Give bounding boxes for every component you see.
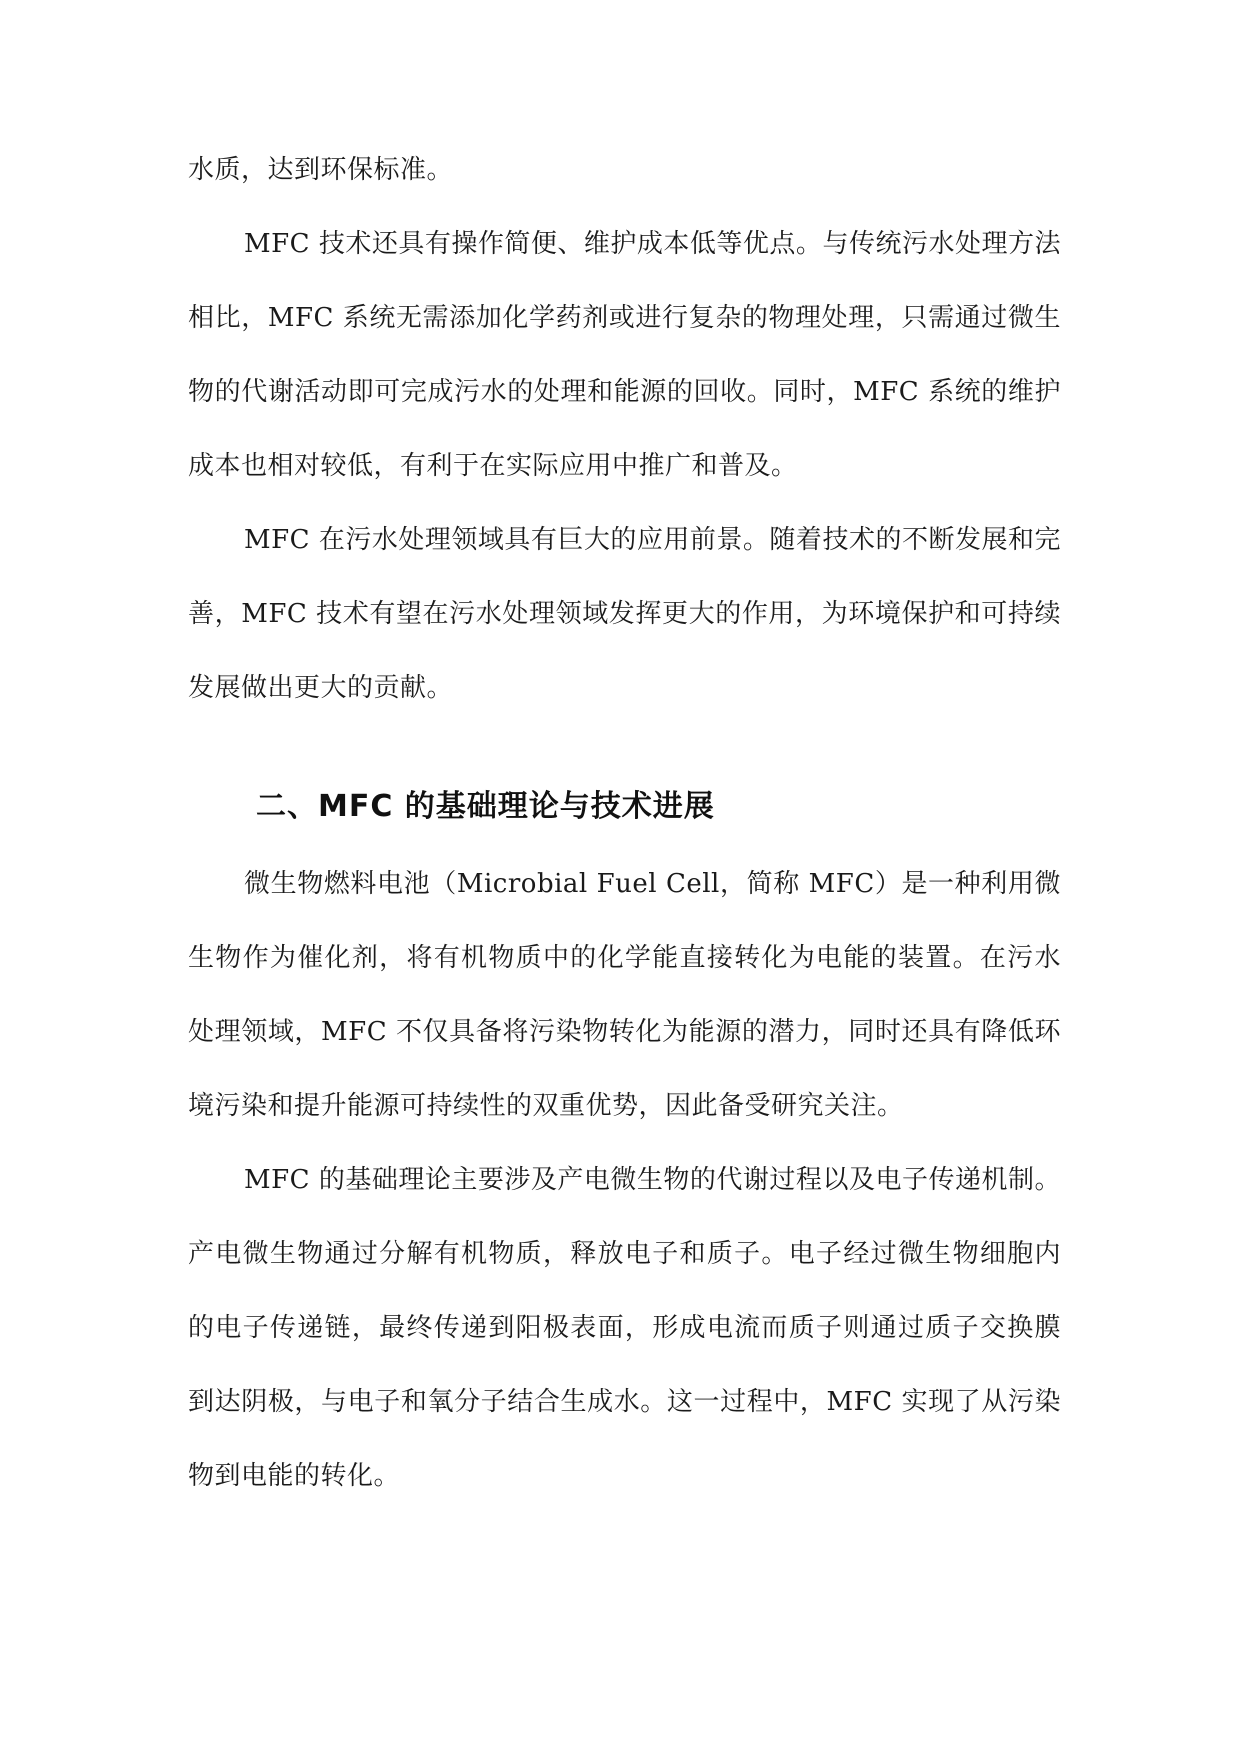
paragraph-continuation: 水质，达到环保标准。 (188, 155, 454, 185)
paragraph-mfc-theory: MFC 的基础理论主要涉及产电微生物的代谢过程以及电子传递机制。产电微生物通过分解有机物质，释放电子和质子。电子经过微生物细胞内的电子传递链，最终传递到阳极表面，形成电流而质子则通过质子交换膜到达阴极，与电子和氧分子结合生成水。这一过程中，MFC 实现了从污染物到电能的转化。 (188, 1165, 1061, 1491)
paragraph-mfc-advantages: MFC 技术还具有操作简便、维护成本低等优点。与传统污水处理方法相比，MFC 系统无需添加化学药剂或进行复杂的物理处理，只需通过微生物的代谢活动即可完成污水的处理和能源的回收。同时，MFC 系统的维护成本也相对较低，有利于在实际应用中推广和普及。 (188, 229, 1061, 481)
section-heading: 二、MFC 的基础理论与技术进展 (256, 789, 715, 824)
paragraph-mfc-definition: 微生物燃料电池（Microbial Fuel Cell，简称 MFC）是一种利用微生物作为催化剂，将有机物质中的化学能直接转化为电能的装置。在污水处理领域，MFC 不仅具备将污染物转化为能源的潜力，同时还具有降低环境污染和提升能源可持续性的双重优势，因此备受研究关注。 (188, 869, 1061, 1121)
paragraph-mfc-prospects: MFC 在污水处理领域具有巨大的应用前景。随着技术的不断发展和完善，MFC 技术有望在污水处理领域发挥更大的作用，为环境保护和可持续发展做出更大的贡献。 (188, 525, 1061, 703)
